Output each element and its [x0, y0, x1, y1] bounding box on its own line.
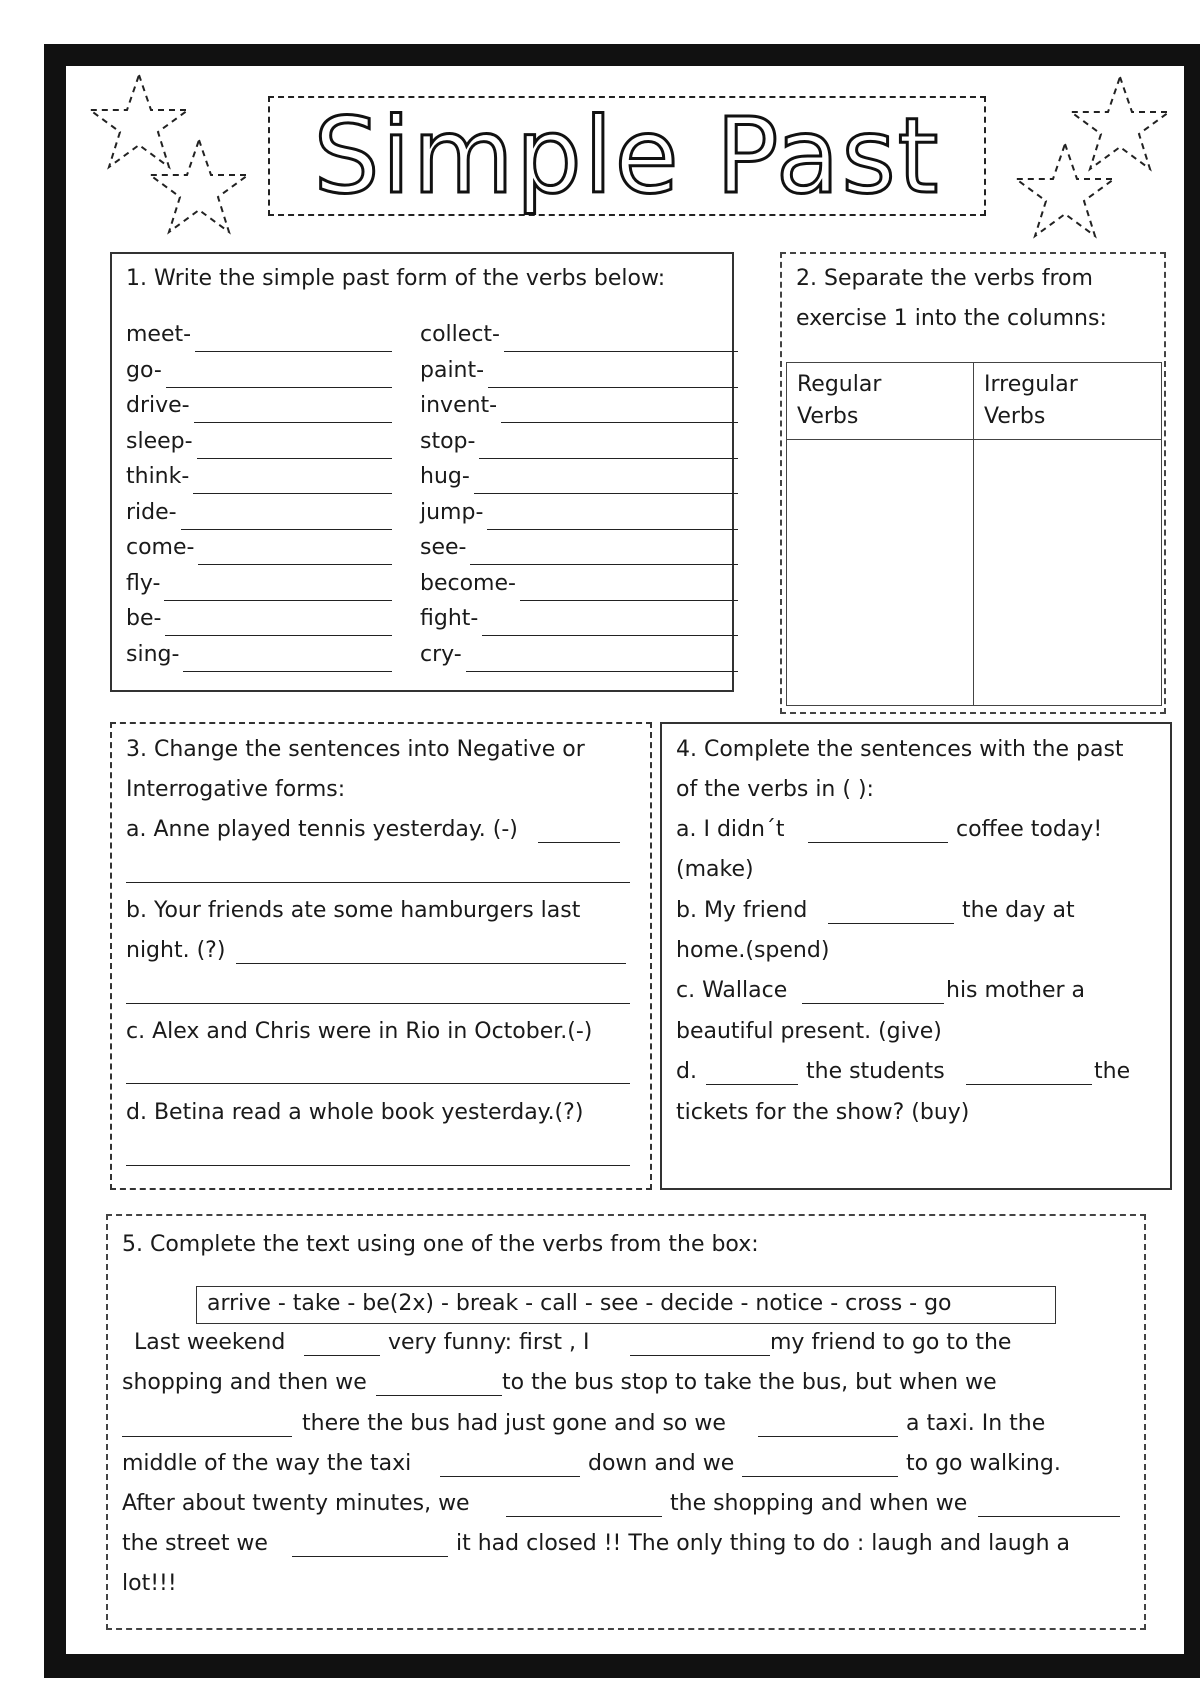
- answer-blank[interactable]: [482, 613, 738, 636]
- verb-label: drive-: [126, 393, 190, 418]
- answer-line-5-8[interactable]: [506, 1516, 662, 1517]
- verb-label: come-: [126, 535, 195, 560]
- verb-row-left: [126, 460, 392, 494]
- answer-blank[interactable]: [166, 365, 392, 388]
- exercise-4-instruction-line-1: 4. Complete the sentences with the past: [676, 737, 1124, 762]
- text-line-6b: it had closed !! The only thing to do : laugh and laugh a: [456, 1531, 1071, 1556]
- verb-row-left: [126, 602, 392, 636]
- answer-blank[interactable]: [487, 507, 738, 530]
- verb-label: become-: [420, 570, 516, 596]
- answer-blank[interactable]: [488, 365, 738, 388]
- answer-line-4c[interactable]: [802, 1003, 944, 1004]
- text-line-2a: shopping and then we: [122, 1370, 367, 1395]
- text-line-1b: very funny: first , I: [388, 1330, 590, 1355]
- text-line-3b: a taxi. In the: [906, 1411, 1046, 1436]
- verb-label: cry-: [420, 641, 462, 667]
- regular-header-line-1: Regular: [797, 372, 882, 397]
- verb-columns-table: [786, 362, 1162, 706]
- verb-label: meet-: [126, 322, 192, 347]
- verb-row-right: [420, 496, 738, 530]
- verb-row-left: [126, 567, 392, 601]
- answer-line-5-10[interactable]: [292, 1556, 448, 1557]
- answer-blank[interactable]: [466, 649, 738, 672]
- verb-label: see-: [420, 535, 467, 560]
- text-line-2b: to the bus stop to take the bus, but when we: [502, 1370, 997, 1395]
- verb-word-list: arrive - take - be(2x) - break - call - see - decide - notice - cross - go: [207, 1291, 952, 1316]
- answer-blank[interactable]: [164, 578, 392, 601]
- irregular-header-line-2: Verbs: [984, 404, 1046, 429]
- exercise-3-sentence-c: c. Alex and Chris were in Rio in October.(-): [126, 1019, 593, 1044]
- verb-label: be-: [126, 606, 162, 631]
- answer-blank[interactable]: [501, 400, 738, 423]
- verb-row-left: [126, 496, 392, 530]
- text-line-5a: After about twenty minutes, we: [122, 1491, 470, 1516]
- exercise-1-instruction: 1. Write the simple past form of the verbs below:: [126, 266, 666, 291]
- verb-row-right: [420, 531, 738, 565]
- verb-label: fight-: [420, 606, 479, 631]
- verb-word-box: [196, 1286, 1056, 1324]
- verb-label: stop-: [420, 428, 476, 454]
- verb-label: ride-: [126, 499, 177, 525]
- page-title: Simple Past: [313, 95, 941, 217]
- verb-row-right: [420, 638, 738, 672]
- answer-line-4a[interactable]: [808, 842, 948, 843]
- exercise-4-d-end: the: [1094, 1059, 1131, 1084]
- exercise-3-sentence-d: d. Betina read a whole book yesterday.(?): [126, 1100, 584, 1125]
- verb-row-left: [126, 425, 392, 459]
- answer-blank[interactable]: [479, 436, 738, 459]
- regular-verbs-column[interactable]: [787, 440, 974, 706]
- answer-blank[interactable]: [195, 329, 392, 352]
- exercise-4-a-end: coffee today!: [956, 817, 1103, 842]
- exercise-4-c-start: c. Wallace: [676, 978, 788, 1003]
- answer-blank[interactable]: [474, 471, 738, 494]
- irregular-verbs-header: [974, 363, 1162, 440]
- answer-line-3d[interactable]: [126, 1165, 630, 1166]
- answer-line-4d-2[interactable]: [966, 1084, 1092, 1085]
- answer-line-5-4[interactable]: [122, 1436, 292, 1437]
- verb-label: paint-: [420, 357, 485, 383]
- answer-blank[interactable]: [165, 613, 392, 636]
- verb-label: fly-: [126, 570, 161, 596]
- verb-row-right: [420, 425, 738, 459]
- answer-line-5-3[interactable]: [376, 1395, 502, 1396]
- exercise-4-c-end: his mother a: [946, 978, 1086, 1003]
- exercise-4-a-hint: (make): [676, 857, 754, 882]
- answer-blank[interactable]: [194, 400, 392, 423]
- verb-row-right: [420, 318, 738, 352]
- exercise-4-b-hint: home.(spend): [676, 938, 830, 963]
- answer-line-4b[interactable]: [828, 923, 954, 924]
- exercise-4-d-hint: tickets for the show? (buy): [676, 1100, 970, 1125]
- text-line-7: lot!!!: [122, 1571, 177, 1596]
- answer-blank[interactable]: [198, 542, 392, 565]
- exercise-4-instruction-line-2: of the verbs in ( ):: [676, 777, 874, 802]
- regular-header-line-2: Verbs: [797, 404, 859, 429]
- answer-blank[interactable]: [197, 436, 392, 459]
- verb-row-right: [420, 389, 738, 423]
- verb-row-left: [126, 531, 392, 565]
- exercise-3-sentence-b-line-1: b. Your friends ate some hamburgers last: [126, 898, 581, 923]
- text-line-5b: the shopping and when we: [670, 1491, 968, 1516]
- verb-row-right: [420, 460, 738, 494]
- answer-line-3a[interactable]: [126, 882, 630, 883]
- answer-line-4d-1[interactable]: [706, 1084, 798, 1085]
- verb-row-right: [420, 567, 738, 601]
- exercise-4-a-start: a. I didn´t: [676, 817, 785, 842]
- exercise-4-d-middle: the students: [806, 1059, 945, 1084]
- exercise-4-b-end: the day at: [962, 898, 1075, 923]
- regular-verbs-header: [787, 363, 974, 440]
- exercise-3-sentence-b-line-2: night. (?): [126, 938, 226, 963]
- answer-line-3b[interactable]: [126, 1003, 630, 1004]
- star-cluster-right-icon: [1010, 72, 1180, 242]
- answer-line-3b-short[interactable]: [236, 963, 626, 964]
- text-line-4c: to go walking.: [906, 1451, 1061, 1476]
- text-line-4b: down and we: [588, 1451, 735, 1476]
- text-line-1a: Last weekend: [134, 1330, 286, 1355]
- answer-line-5-1[interactable]: [304, 1355, 380, 1356]
- exercise-2-instruction-line-1: 2. Separate the verbs from: [796, 266, 1093, 291]
- verb-row-left: [126, 354, 392, 388]
- verb-label: invent-: [420, 393, 498, 418]
- verb-row-left: [126, 389, 392, 423]
- answer-blank[interactable]: [470, 542, 738, 565]
- exercise-5-instruction: 5. Complete the text using one of the verbs from the box:: [122, 1232, 759, 1257]
- exercise-4-b-start: b. My friend: [676, 898, 808, 923]
- verb-label: collect-: [420, 322, 500, 347]
- answer-blank[interactable]: [181, 507, 392, 530]
- answer-blank[interactable]: [520, 578, 738, 601]
- answer-line-3c[interactable]: [126, 1083, 630, 1084]
- text-line-4a: middle of the way the taxi: [122, 1451, 412, 1476]
- exercise-3-instruction-line-2: Interrogative forms:: [126, 777, 346, 802]
- title-box: [268, 96, 986, 216]
- verb-row-right: [420, 602, 738, 636]
- answer-blank[interactable]: [504, 329, 738, 352]
- verb-label: sleep-: [126, 428, 193, 454]
- exercise-3-sentence-a: a. Anne played tennis yesterday. (-): [126, 817, 518, 842]
- verb-label: hug-: [420, 464, 470, 489]
- answer-blank[interactable]: [193, 471, 392, 494]
- star-cluster-left-icon: [84, 70, 254, 240]
- answer-line-3a-short[interactable]: [538, 842, 620, 843]
- verb-label: think-: [126, 464, 190, 489]
- answer-line-5-6[interactable]: [440, 1476, 580, 1477]
- verb-row-right: [420, 354, 738, 388]
- exercise-2-instruction-line-2: exercise 1 into the columns:: [796, 306, 1107, 331]
- exercise-4-d-start: d.: [676, 1059, 697, 1084]
- verb-label: go-: [126, 357, 162, 383]
- answer-line-5-5[interactable]: [758, 1436, 898, 1437]
- exercise-4-c-hint: beautiful present. (give): [676, 1019, 942, 1044]
- exercise-3-instruction-line-1: 3. Change the sentences into Negative or: [126, 737, 585, 762]
- irregular-header-line-1: Irregular: [984, 372, 1078, 397]
- text-line-3a: there the bus had just gone and so we: [302, 1411, 726, 1436]
- text-line-6a: the street we: [122, 1531, 268, 1556]
- verb-label: sing-: [126, 641, 180, 667]
- answer-blank[interactable]: [183, 649, 392, 672]
- irregular-verbs-column[interactable]: [974, 440, 1162, 706]
- verb-row-left: [126, 638, 392, 672]
- text-line-1c: my friend to go to the: [770, 1330, 1012, 1355]
- answer-line-5-9[interactable]: [978, 1516, 1120, 1517]
- verb-label: jump-: [420, 499, 484, 525]
- answer-line-5-7[interactable]: [742, 1476, 898, 1477]
- answer-line-5-2[interactable]: [630, 1355, 770, 1356]
- verb-row-left: [126, 318, 392, 352]
